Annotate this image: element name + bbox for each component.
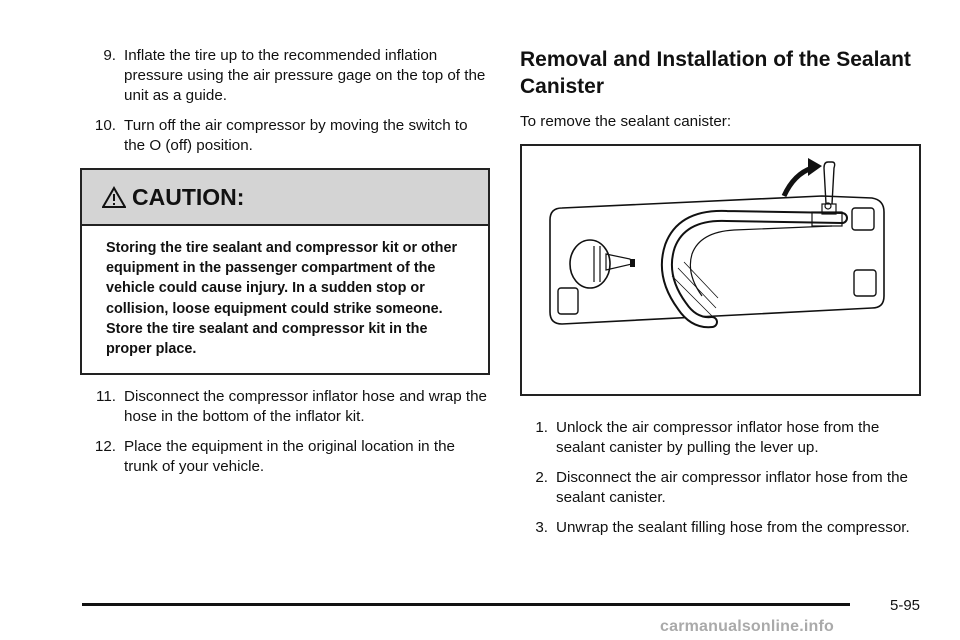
right-column <box>520 46 925 548</box>
step-text: Unlock the air compressor inflator hose from the sealant canister by pulling the lever up. <box>556 419 880 456</box>
warning-triangle-icon <box>102 186 126 208</box>
step-number: 11. <box>96 388 116 406</box>
step-10 <box>80 116 490 156</box>
step-9 <box>80 46 490 106</box>
watermark-text: carmanualsonline.info <box>660 618 835 635</box>
sealant-canister-illustration <box>520 144 921 396</box>
caution-title: CAUTION: <box>132 183 245 210</box>
section-intro: To remove the sealant canister: <box>520 113 732 130</box>
step-number: 1. <box>535 419 548 436</box>
step-11 <box>80 387 490 427</box>
caution-header <box>82 170 488 226</box>
canister-drawing <box>522 146 919 394</box>
step-text: Inflate the tire up to the recommended inflation pressure using the air pressure gage on the top of the unit as a guide. <box>124 47 486 104</box>
step-text: Unwrap the sealant filling hose from the compressor. <box>556 519 910 536</box>
step-3 <box>520 518 925 538</box>
caution-box <box>80 168 490 375</box>
section-heading: Removal and Installation of the Sealant Canister <box>520 48 911 98</box>
step-number: 2. <box>535 469 548 486</box>
step-text: Place the equipment in the original location in the trunk of your vehicle. <box>124 438 455 476</box>
left-column <box>80 46 490 487</box>
step-number: 12. <box>94 438 116 456</box>
page-number: 5-95 <box>890 597 921 614</box>
step-text: Disconnect the air compressor inflator hose from the sealant canister. <box>556 469 908 506</box>
step-1 <box>520 418 925 458</box>
caution-text: Storing the tire sealant and compressor kit or other equipment in the passenger compartment of the vehicle could cause injury. In a sudden stop or collision, loose equipment could strike someone. Store the tire sealant and compressor kit in the proper place. <box>106 240 458 358</box>
step-2 <box>520 468 925 508</box>
step-number: 3. <box>535 519 548 536</box>
footer-rule <box>82 603 850 606</box>
step-text: Turn off the air compressor by moving the switch to the O (off) position. <box>124 117 468 154</box>
step-number: 9. <box>103 47 116 64</box>
step-12 <box>80 437 490 477</box>
step-number: 10. <box>94 117 116 134</box>
step-text: Disconnect the compressor inflator hose and wrap the hose in the bottom of the inflator kit. <box>124 388 488 426</box>
